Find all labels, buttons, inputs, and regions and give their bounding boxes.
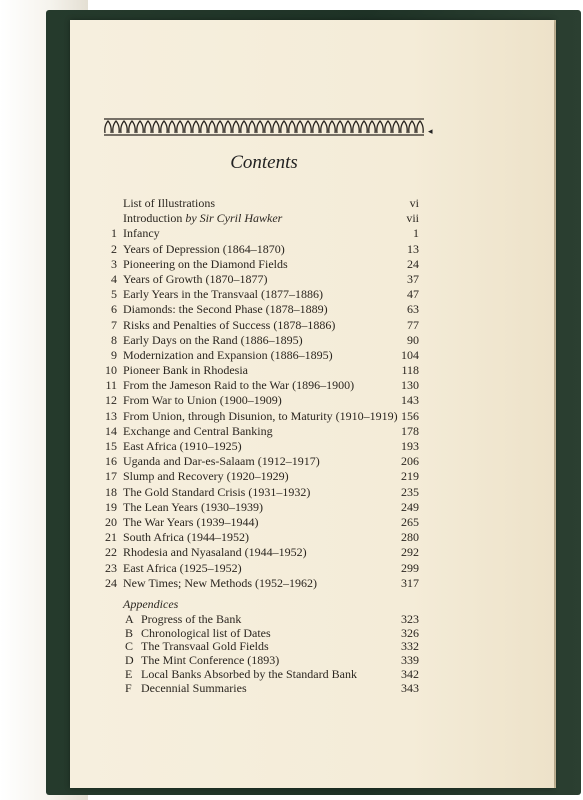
appendix-page: 323 bbox=[401, 611, 419, 626]
chapter-number: 14 bbox=[105, 423, 117, 438]
chapter-title: From Union, through Disunion, to Maturity (1910–1919) bbox=[123, 408, 398, 423]
entry-page: vi bbox=[409, 196, 419, 210]
appendix-page: 343 bbox=[401, 680, 419, 695]
chapter-list bbox=[103, 226, 419, 591]
chapter-number: 10 bbox=[105, 363, 117, 378]
chapter-title: Years of Depression (1864–1870) bbox=[123, 241, 285, 256]
chapter-page: 37 bbox=[407, 271, 419, 286]
chapter-number: 11 bbox=[105, 378, 117, 393]
entry-label bbox=[123, 211, 282, 226]
chapter-title: Slump and Recovery (1920–1929) bbox=[123, 469, 289, 484]
chapter-title: Rhodesia and Nyasaland (1944–1952) bbox=[123, 545, 307, 560]
toc-chapter-row bbox=[103, 393, 419, 408]
chapter-title: From the Jameson Raid to the War (1896–1900) bbox=[123, 378, 355, 393]
toc-chapter-row bbox=[103, 576, 419, 591]
appendix-title: Local Banks Absorbed by the Standard Bank bbox=[141, 667, 357, 682]
toc-chapter-row bbox=[103, 409, 419, 424]
appendix-page: 342 bbox=[401, 667, 419, 682]
appendix-list bbox=[103, 612, 419, 695]
appendix-title: Decennial Summaries bbox=[141, 680, 247, 695]
appendix-letter: E bbox=[125, 667, 133, 682]
toc-appendix-row bbox=[103, 626, 419, 640]
chapter-title: Years of Growth (1870–1877) bbox=[123, 271, 268, 286]
chapter-title: Pioneering on the Diamond Fields bbox=[123, 256, 288, 271]
toc-appendix-row bbox=[103, 612, 419, 626]
chapter-page: 299 bbox=[401, 560, 419, 575]
chapter-title: South Africa (1944–1952) bbox=[123, 530, 249, 545]
chapter-page: 178 bbox=[401, 423, 419, 438]
toc-chapter-row bbox=[103, 348, 419, 363]
appendix-letter: D bbox=[125, 653, 134, 668]
chapter-number: 6 bbox=[111, 302, 117, 317]
toc-chapter-row bbox=[103, 469, 419, 484]
chapter-title: Risks and Penalties of Success (1878–1886) bbox=[123, 317, 336, 332]
chapter-page: 156 bbox=[401, 408, 419, 423]
chapter-number: 15 bbox=[105, 439, 117, 453]
toc-chapter-row bbox=[103, 500, 419, 515]
toc-chapter-row bbox=[103, 318, 419, 333]
toc-entry-introduction bbox=[103, 211, 419, 226]
appendix-letter: A bbox=[125, 611, 134, 626]
chapter-page: 317 bbox=[401, 575, 419, 590]
chapter-title: Pioneer Bank in Rhodesia bbox=[123, 363, 248, 378]
entry-label: List of Illustrations bbox=[123, 196, 215, 210]
appendix-letter: F bbox=[125, 680, 132, 695]
chapter-title: New Times; New Methods (1952–1962) bbox=[123, 575, 317, 590]
chapter-number: 20 bbox=[105, 514, 117, 529]
chapter-title: From War to Union (1900–1909) bbox=[123, 393, 282, 408]
chapter-number: 23 bbox=[105, 560, 117, 575]
chapter-title: The War Years (1939–1944) bbox=[123, 514, 259, 529]
appendix-letter: B bbox=[125, 625, 134, 640]
chapter-number: 16 bbox=[105, 454, 117, 469]
chapter-title: Early Days on the Rand (1886–1895) bbox=[123, 332, 303, 347]
ornament-dot-icon: ◂ bbox=[428, 126, 433, 136]
chapter-page: 130 bbox=[401, 378, 419, 393]
chapter-page: 63 bbox=[407, 302, 419, 317]
chapter-number: 3 bbox=[111, 256, 117, 271]
chapter-title: East Africa (1910–1925) bbox=[123, 439, 242, 453]
toc-chapter-row bbox=[103, 226, 419, 241]
chapter-page: 90 bbox=[407, 332, 419, 347]
toc-appendix-row bbox=[103, 653, 419, 667]
appendices-heading: Appendices bbox=[123, 596, 179, 611]
chapter-page: 77 bbox=[407, 317, 419, 332]
appendix-page: 326 bbox=[401, 625, 419, 640]
appendix-title: The Mint Conference (1893) bbox=[141, 653, 280, 668]
toc-chapter-row bbox=[103, 378, 419, 393]
entry-label-author: by Sir Cyril Hawker bbox=[185, 211, 283, 226]
toc-chapter-row bbox=[103, 363, 419, 378]
appendix-page: 332 bbox=[401, 639, 419, 654]
toc-chapter-row bbox=[103, 545, 419, 560]
chapter-number: 21 bbox=[105, 530, 117, 545]
chapter-number: 8 bbox=[111, 332, 117, 347]
chapter-number: 2 bbox=[111, 241, 117, 256]
toc-chapter-row bbox=[103, 424, 419, 439]
chapter-number: 19 bbox=[105, 499, 117, 514]
toc-chapter-row bbox=[103, 561, 419, 576]
appendix-title: Progress of the Bank bbox=[141, 611, 242, 626]
toc-chapter-row bbox=[103, 242, 419, 257]
toc-chapter-row bbox=[103, 257, 419, 272]
toc-chapter-row bbox=[103, 333, 419, 348]
scroll-ornament-icon bbox=[104, 117, 424, 137]
chapter-page: 219 bbox=[401, 469, 419, 484]
chapter-number: 18 bbox=[105, 484, 117, 499]
chapter-title: Modernization and Expansion (1886–1895) bbox=[123, 347, 333, 362]
chapter-number: 24 bbox=[105, 575, 117, 590]
toc-chapter-row bbox=[103, 287, 419, 302]
appendix-title: Chronological list of Dates bbox=[141, 625, 271, 640]
chapter-title: Exchange and Central Banking bbox=[123, 423, 273, 438]
entry-page: vii bbox=[406, 211, 419, 226]
chapter-page: 1 bbox=[413, 226, 419, 241]
chapter-page: 235 bbox=[401, 484, 419, 499]
toc-appendix-row bbox=[103, 667, 419, 681]
appendix-letter: C bbox=[125, 639, 134, 654]
entry-label-main: Introduction bbox=[123, 211, 186, 226]
chapter-page: 13 bbox=[407, 241, 419, 256]
chapter-page: 118 bbox=[401, 363, 419, 378]
chapter-page: 206 bbox=[401, 454, 419, 469]
appendix-title: The Transvaal Gold Fields bbox=[141, 639, 269, 654]
chapter-page: 280 bbox=[401, 530, 419, 545]
chapter-page: 104 bbox=[401, 347, 419, 362]
toc-chapter-row bbox=[103, 515, 419, 530]
chapter-page: 265 bbox=[401, 514, 419, 529]
toc-appendix-row bbox=[103, 681, 419, 695]
page-title: Contents bbox=[230, 152, 298, 173]
toc-chapter-row bbox=[103, 530, 419, 545]
chapter-number: 4 bbox=[111, 271, 117, 286]
chapter-title: Diamonds: the Second Phase (1878–1889) bbox=[123, 302, 328, 317]
chapter-page: 143 bbox=[401, 393, 419, 408]
chapter-title: Early Years in the Transvaal (1877–1886) bbox=[123, 287, 323, 302]
chapter-title: Infancy bbox=[123, 226, 160, 241]
chapter-page: 249 bbox=[401, 499, 419, 514]
toc-chapter-row bbox=[103, 302, 419, 317]
chapter-number: 13 bbox=[105, 408, 117, 423]
toc-chapter-row bbox=[103, 485, 419, 500]
chapter-title: East Africa (1925–1952) bbox=[123, 560, 242, 575]
chapter-page: 292 bbox=[401, 545, 419, 560]
chapter-title: Uganda and Dar-es-Salaam (1912–1917) bbox=[123, 454, 320, 469]
chapter-title: The Gold Standard Crisis (1931–1932) bbox=[123, 484, 311, 499]
chapter-number: 9 bbox=[111, 347, 117, 362]
chapter-page: 47 bbox=[407, 287, 419, 302]
toc-entry-list-of-illustrations bbox=[103, 196, 419, 211]
toc-chapter-row bbox=[103, 454, 419, 469]
chapter-page: 193 bbox=[401, 439, 419, 453]
chapter-number: 7 bbox=[111, 317, 117, 332]
chapter-number: 17 bbox=[105, 469, 117, 484]
chapter-page: 24 bbox=[407, 256, 419, 271]
toc-chapter-row bbox=[103, 439, 419, 454]
chapter-number: 12 bbox=[105, 393, 117, 408]
chapter-number: 5 bbox=[111, 287, 117, 302]
chapter-title: The Lean Years (1930–1939) bbox=[123, 499, 263, 514]
table-of-contents bbox=[103, 196, 419, 695]
chapter-number: 1 bbox=[111, 226, 117, 241]
toc-chapter-row bbox=[103, 272, 419, 287]
appendix-page: 339 bbox=[401, 653, 419, 668]
toc-appendix-row bbox=[103, 639, 419, 653]
chapter-number: 22 bbox=[105, 545, 117, 560]
